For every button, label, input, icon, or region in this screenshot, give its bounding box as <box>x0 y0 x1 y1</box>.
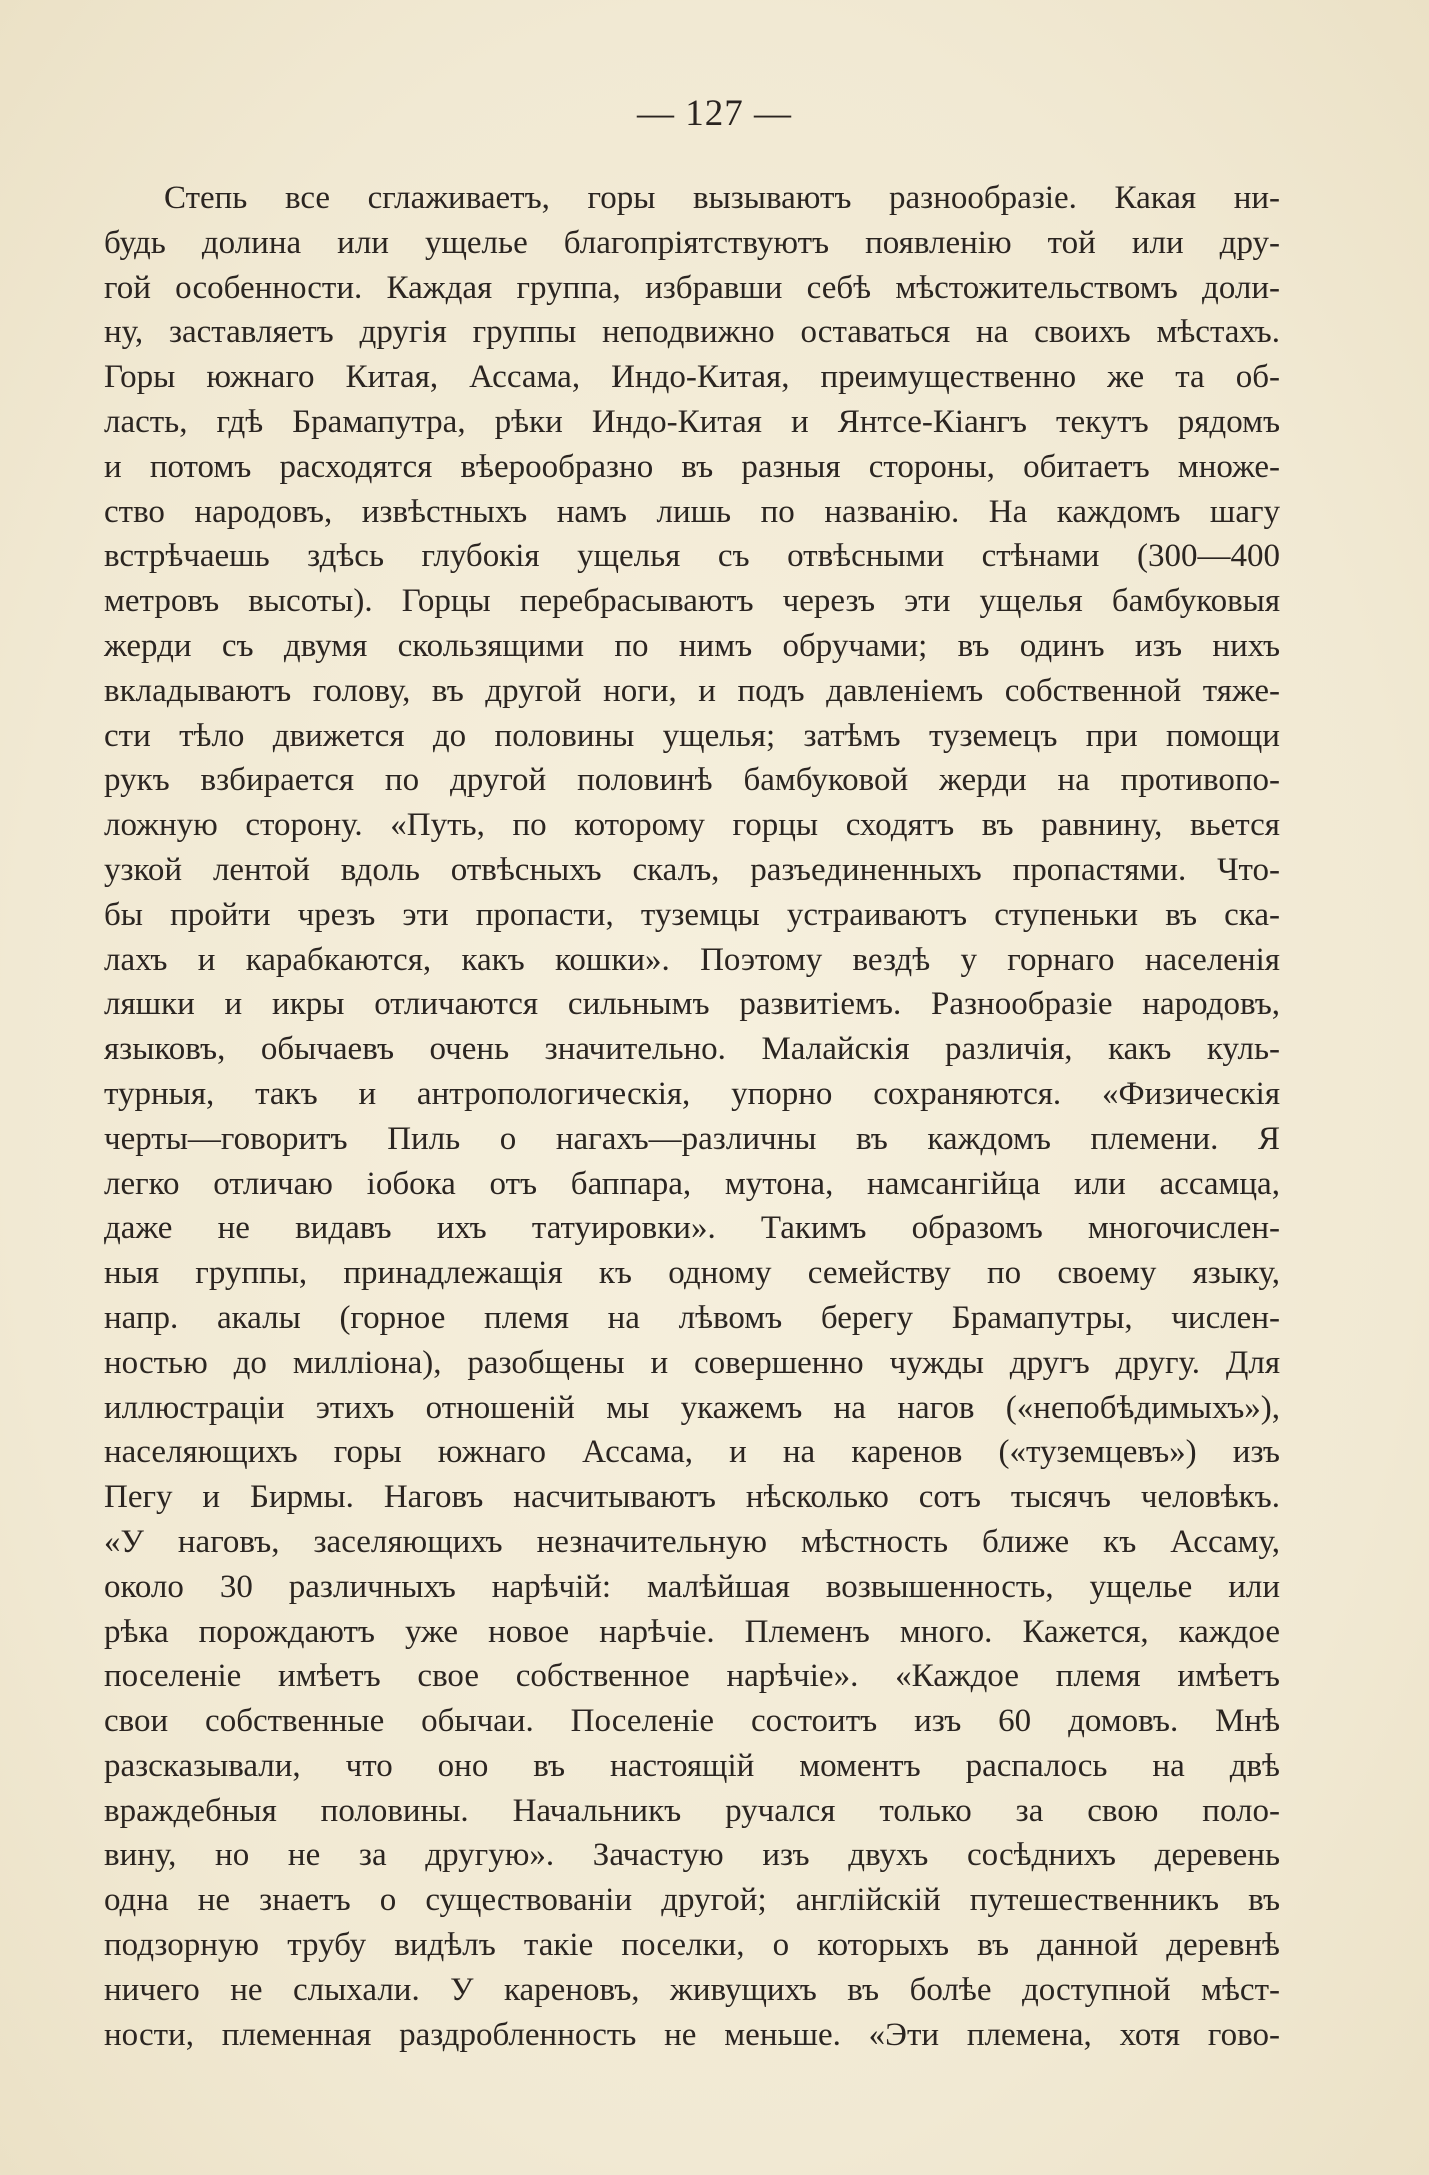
text-line: будь долина или ущелье благопріятствуютъ появленію той или дру- <box>104 224 1281 261</box>
text-line: Пегу и Бирмы. Наговъ насчитываютъ нѣсколько сотъ тысячъ человѣкъ. <box>104 1479 1280 1516</box>
text-line: ляшки и икры отличаются сильнымъ развитіемъ. Разнообразіе народовъ, <box>104 986 1281 1023</box>
text-line: иллюстраціи этихъ отношеній мы укажемъ на нагов («непобѣдимыхъ»), <box>104 1389 1281 1426</box>
text-line: свои собственные обычаи. Поселеніе состоитъ изъ 60 домовъ. Мнѣ <box>104 1703 1281 1740</box>
text-line: ство народовъ, извѣстныхъ намъ лишь по названію. На каждомъ шагу <box>104 493 1281 530</box>
text-line: напр. акалы (горное племя на лѣвомъ берегу Брамапутры, числен- <box>104 1299 1280 1336</box>
text-line: языковъ, обычаевъ очень значительно. Малайскія различія, какъ куль- <box>104 1031 1280 1068</box>
text-line: около 30 различныхъ нарѣчій: малѣйшая возвышенность, ущелье или <box>104 1568 1281 1605</box>
page-number: — 127 — <box>637 93 792 134</box>
text-line: турныя, такъ и антропологическія, упорно сохраняются. «Физическія <box>104 1075 1281 1112</box>
text-line: поселеніе имѣетъ свое собственное нарѣчіе». «Каждое племя имѣетъ <box>104 1658 1280 1695</box>
text-line: сти тѣло движется до половины ущелья; затѣмъ туземецъ при помощи <box>104 717 1280 754</box>
text-line: ныя группы, принадлежащія къ одному семейству по своему языку, <box>104 1255 1281 1292</box>
text-line: населяющихъ горы южнаго Ассама, и на каренов («туземцевъ») изъ <box>104 1434 1280 1471</box>
text-line: «У наговъ, заселяющихъ незначительную мѣстность ближе къ Ассаму, <box>104 1523 1280 1560</box>
text-line: ничего не слыхали. У кареновъ, живущихъ въ болѣе доступной мѣст- <box>104 1971 1280 2008</box>
text-line: рѣка порождаютъ уже новое нарѣчіе. Племенъ много. Кажется, каждое <box>104 1613 1280 1650</box>
text-line: ностью до милліона), разобщены и совершенно чужды другъ другу. Для <box>104 1344 1281 1381</box>
body-text <box>104 176 1280 2057</box>
text-line: враждебныя половины. Начальникъ ручался только за свою поло- <box>104 1792 1280 1829</box>
text-line: даже не видавъ ихъ татуировки». Такимъ образомъ многочислен- <box>104 1210 1280 1247</box>
text-line: Степь все сглаживаетъ, горы вызываютъ разнообразіе. Какая ни- <box>164 180 1281 216</box>
text-line: подзорную трубу видѣлъ такіе поселки, о которыхъ въ данной деревнѣ <box>104 1927 1280 1964</box>
text-line: вкладываютъ голову, въ другой ноги, и подъ давленіемъ собственной тяже- <box>104 672 1280 709</box>
text-line: вину, но не за другую». Зачастую изъ двухъ сосѣднихъ деревень <box>104 1837 1281 1874</box>
text-line: Горы южнаго Китая, Ассама, Индо-Китая, преимущественно же та об- <box>104 359 1280 396</box>
text-line: ну, заставляетъ другія группы неподвижно оставаться на своихъ мѣстахъ. <box>104 314 1280 351</box>
text-line: одна не знаетъ о существованіи другой; англійскій путешественникъ въ <box>104 1882 1281 1919</box>
text-line: ласть, гдѣ Брамапутра, рѣки Индо-Китая и Янтсе-Кіангъ текутъ рядомъ <box>104 403 1281 440</box>
text-line: черты—говоритъ Пиль о нагахъ—различны въ каждомъ племени. Я <box>104 1120 1281 1157</box>
text-line: разсказывали, что оно въ настоящій моментъ распалось на двѣ <box>104 1747 1280 1784</box>
text-line: рукъ взбирается по другой половинѣ бамбуковой жерди на противопо- <box>104 762 1280 799</box>
text-line: жерди съ двумя скользящими по нимъ обручами; въ одинъ изъ нихъ <box>104 627 1281 664</box>
text-line: метровъ высоты). Горцы перебрасываютъ черезъ эти ущелья бамбуковыя <box>104 583 1281 620</box>
text-line: встрѣчаешь здѣсь глубокія ущелья съ отвѣсными стѣнами (300—400 <box>104 538 1280 575</box>
text-line: и потомъ расходятся вѣерообразно въ разныя стороны, обитаетъ множе- <box>104 448 1281 485</box>
text-line: легко отличаю іобока отъ баппара, мутона, намсангійца или ассамца, <box>104 1165 1280 1202</box>
text-line: узкой лентой вдоль отвѣсныхъ скалъ, разъединенныхъ пропастями. Что- <box>104 851 1281 888</box>
text-line: ности, племенная раздробленность не меньше. «Эти племена, хотя гово- <box>104 2016 1280 2053</box>
text-line: бы пройти чрезъ эти пропасти, туземцы устраиваютъ ступеньки въ ска- <box>104 896 1280 933</box>
text-line: гой особенности. Каждая группа, избравши себѣ мѣстожительствомъ доли- <box>104 269 1281 306</box>
text-line: лахъ и карабкаются, какъ кошки». Поэтому вездѣ у горнаго населенія <box>104 941 1280 978</box>
text-line: ложную сторону. «Путь, по которому горцы сходятъ въ равнину, вьется <box>104 807 1280 844</box>
